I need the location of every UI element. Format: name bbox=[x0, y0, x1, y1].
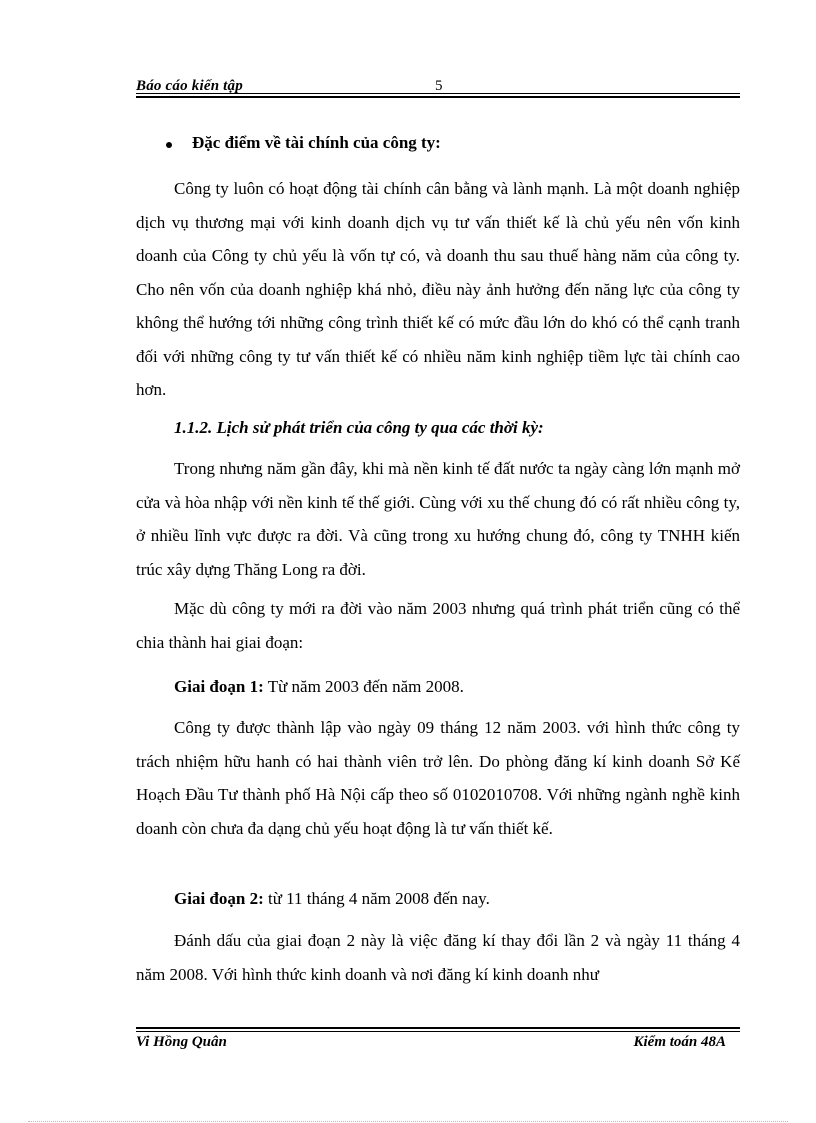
paragraph-stages: Mặc dù công ty mới ra đời vào năm 2003 nhưng quá trình phát triển cũng có thể chia thành hai giai đoạn: bbox=[136, 599, 740, 652]
stage-1-text: Từ năm 2003 đến năm 2008. bbox=[263, 677, 464, 696]
footer-rule-thick bbox=[136, 1027, 740, 1029]
footer-rule bbox=[136, 1031, 740, 1032]
stage-2-heading bbox=[174, 889, 490, 909]
stage-2-label: Giai đoạn 2: bbox=[174, 889, 264, 908]
stage-1-label: Giai đoạn 1: bbox=[174, 677, 264, 696]
paragraph-stage-1: Công ty được thành lập vào ngày 09 tháng 12 năm 2003. với hình thức công ty trách nhiệm hữu hanh có hai thành viên trở lên. Do phòng đăng kí kinh doanh Sở Kế Hoạch Đầu Tư thành phố Hà Nội cấp theo số 0102010708. Với những ngành nghề kinh doanh còn chưa đa dạng chủ yếu hoạt động là tư vấn thiết kế. bbox=[136, 718, 740, 838]
section-heading-text: Đặc điểm về tài chính của công ty: bbox=[192, 133, 441, 152]
header-rule bbox=[136, 93, 740, 94]
header-title: Báo cáo kiến tập bbox=[136, 78, 243, 94]
footer-class: Kiểm toán 48A bbox=[633, 1034, 726, 1050]
paragraph-finance: Công ty luôn có hoạt động tài chính cân bằng và lành mạnh. Là một doanh nghiệp dịch vụ thương mại với kinh doanh dịch vụ tư vấn thiết kế là chủ yếu nên vốn kinh doanh của Công ty chủ yếu là vốn tự có, và doanh thu sau thuế hàng năm của công ty. Cho nên vốn của doanh nghiệp khá nhỏ, điều này ảnh hưởng đến năng lực của công ty không thể hướng tới những công trình thiết kế có mức đầu lớn do khó có thể cạnh tranh đối với những công ty tư vấn thiết kế có nhiều năm kinh nghiệp tiềm lực tài chính cao hơn. bbox=[136, 179, 740, 399]
stage-2-text: từ 11 tháng 4 năm 2008 đến nay. bbox=[263, 889, 490, 908]
stage-1-heading bbox=[174, 677, 464, 697]
paragraph-stage-2: Đánh dấu của giai đoạn 2 này là việc đăng kí thay đổi lần 2 và ngày 11 tháng 4 năm 2008. Với hình thức kinh doanh và nơi đăng kí kinh doanh như bbox=[136, 931, 740, 984]
section-heading bbox=[136, 130, 740, 162]
page-number: 5 bbox=[435, 78, 443, 94]
page-bottom-dotted-rule bbox=[28, 1121, 788, 1122]
page-header bbox=[136, 78, 740, 96]
footer-author: Vi Hồng Quân bbox=[136, 1034, 227, 1050]
bullet-icon bbox=[166, 142, 172, 148]
header-rule-thick bbox=[136, 96, 740, 98]
page-footer bbox=[136, 1027, 740, 1051]
subheading-history: 1.1.2. Lịch sử phát triển của công ty qua các thời kỳ: bbox=[174, 418, 544, 437]
paragraph-history: Trong nhưng năm gần đây, khi mà nền kinh tế đất nước ta ngày càng lớn mạnh mở cửa và hòa nhập với nền kinh tế thế giới. Cùng với xu thế chung đó có rất nhiều công ty, ở nhiều lĩnh vực được ra đời. Và cũng trong xu hướng chung đó, công ty TNHH kiến trúc xây dựng Thăng Long ra đời. bbox=[136, 459, 740, 579]
